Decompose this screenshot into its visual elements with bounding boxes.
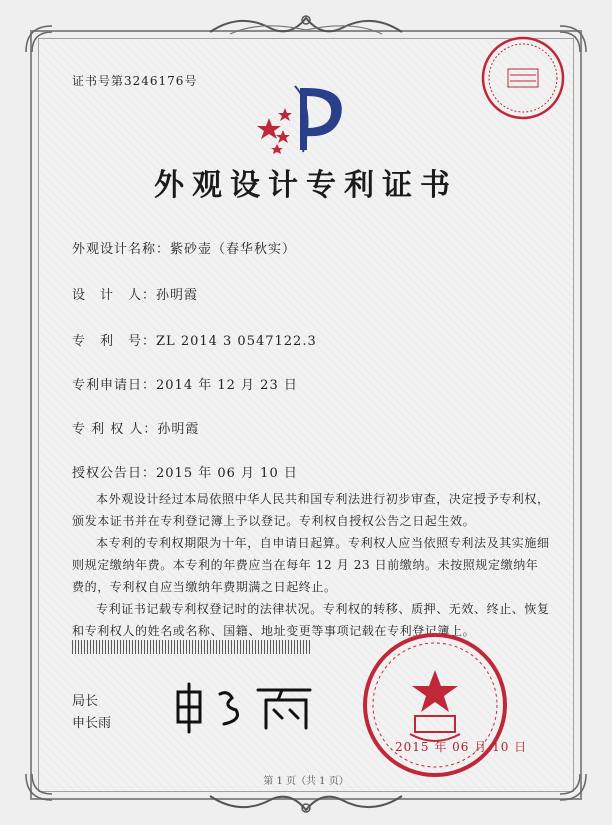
grant-date-value: 2015 年 06 月 10 日	[156, 466, 298, 481]
top-ornament	[200, 10, 412, 40]
grant-date-label: 授权公告日：	[72, 466, 157, 481]
director-title: 局长	[72, 694, 99, 709]
patentee-field	[72, 418, 199, 437]
filing-date-field	[72, 374, 298, 393]
patentee-value: 孙明霞	[157, 422, 200, 437]
director-name: 申长雨	[72, 716, 112, 731]
body-paragraph: 本外观设计经过本局依照中华人民共和国专利法进行初步审查，决定授予专利权，颁发本证书并在专利登记簿上予以登记。专利权自授权公告之日起生效。	[72, 492, 550, 528]
barcode	[72, 640, 312, 654]
certificate-title: 外观设计专利证书	[154, 168, 458, 203]
design-name-field	[72, 238, 296, 257]
official-seal	[360, 630, 510, 780]
designer-field	[72, 284, 198, 303]
page-number: 第 1 页（共 1 页）	[263, 776, 349, 787]
design-name-label: 外观设计名称：	[72, 242, 171, 257]
body-paragraph: 专利证书记载专利权登记时的法律状况。专利权的转移、质押、无效、终止、恢复和专利权人的姓名或名称、国籍、地址变更等事项记载在专利登记簿上。	[72, 602, 550, 638]
patent-number-label: 专 利 号：	[72, 334, 157, 349]
patent-number-field	[72, 330, 317, 349]
corner-ornament	[22, 22, 56, 56]
design-name-value: 紫砂壶（春华秋实）	[170, 242, 297, 257]
bottom-ornament	[200, 788, 412, 818]
body-paragraph: 本专利的专利权期限为十年，自申请日起算。专利权人应当依照专利法及其实施细则规定缴纳年费。本专利的年费应当在每年 12 月 23 日前缴纳。未按照规定缴纳年费的，专利权自应当缴纳年费期满之日起终止。	[72, 536, 550, 594]
tax-seal	[480, 35, 566, 121]
grant-date-field	[72, 462, 298, 481]
filing-date-value: 2014 年 12 月 23 日	[156, 378, 298, 393]
patent-number-value: ZL 2014 3 0547122.3	[156, 334, 317, 349]
designer-label: 设 计 人：	[72, 288, 157, 303]
certificate-number: 证书号第3246176号	[72, 74, 198, 88]
designer-value: 孙明霞	[156, 288, 199, 303]
cnipa-logo	[255, 78, 355, 158]
filing-date-label: 专利申请日：	[72, 378, 157, 393]
patentee-label: 专 利 权 人：	[72, 422, 158, 437]
seal-date: 2015 年 06 月 10 日	[395, 740, 528, 754]
director-signature	[170, 680, 320, 735]
certificate-body	[72, 488, 550, 642]
